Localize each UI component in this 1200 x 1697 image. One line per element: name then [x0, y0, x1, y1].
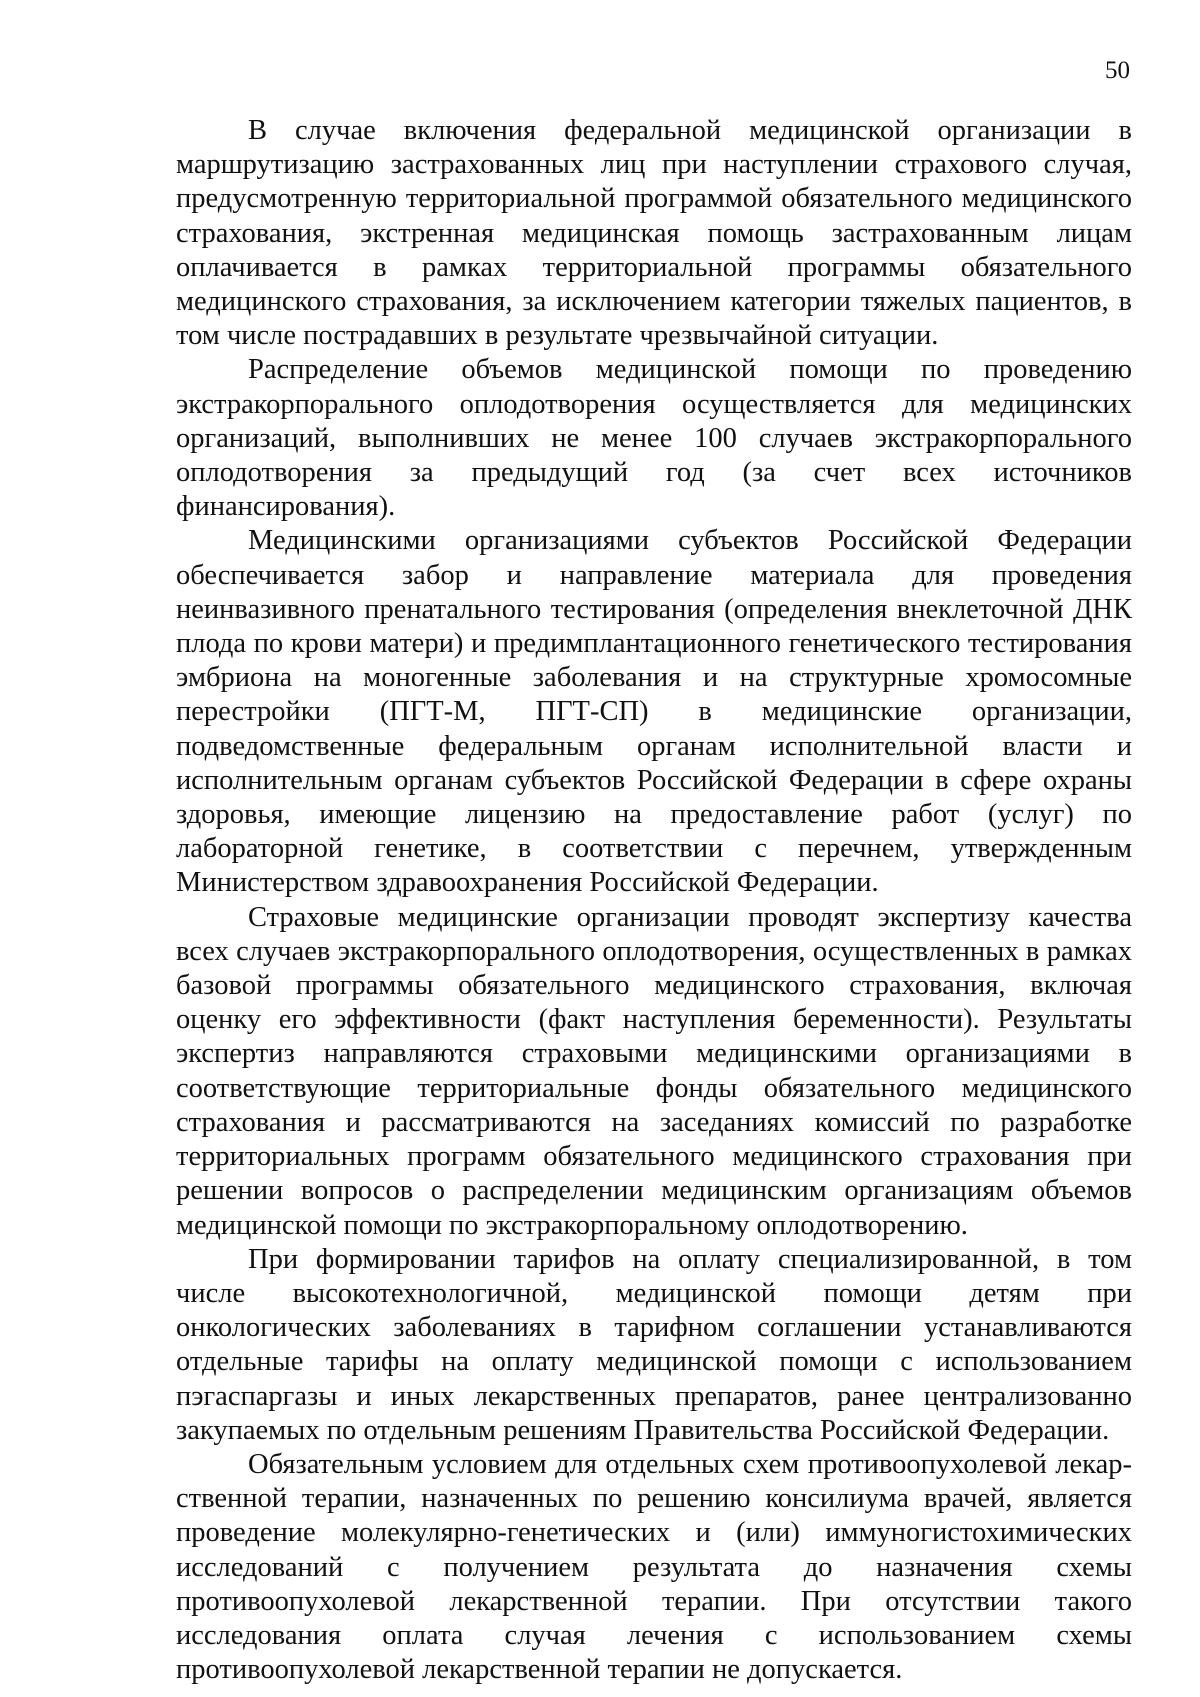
- body-text: [176, 114, 1132, 1687]
- paragraph-antitumor-therapy-condition: Обязательным условием для отдельных схем противоопухолевой лекарственной терапии, назначенных по решению консилиума врачей, является проведение молекулярно-генетических и (или) иммуногистохимических исследований с получением результата до назначения схемы противоопухолевой лекарственной терапии. При отсутствии такого исследования оплата случая лечения с использованием схемы противоопухолевой лекарственной терапии не допускается.: [176, 1448, 1132, 1686]
- page-number: 50: [1105, 57, 1130, 84]
- paragraph-pediatric-oncology-tariffs: При формировании тарифов на оплату специализированной, в том числе высокотехнологичной, медицинской помощи детям при онкологических заболеваниях в тарифном соглашении устанавливаются отдельные тарифы на оплату медицинской помощи с использованием пэгаспаргазы и иных лекарственных препаратов, ранее централизованно закупаемых по отдельным решениям Правительства Российской Федерации.: [176, 1243, 1132, 1446]
- paragraph-ivf-volume-distribution: Распределение объемов медицинской помощи по проведению экстракорпорального оплодотворения осуществляется для медицинских организаций, выполнивших не менее 100 случаев экстракорпорального оплодотворения за предыдущий год (за счет всех источников финансирования).: [176, 354, 1132, 523]
- paragraph-ivf-quality-expertise: Страховые медицинские организации проводят экспертизу качества всех случаев экстракорпорального оплодотворения, осуществленных в рамках базовой программы обязательного медицинского страхования, включая оценку его эффективности (факт наступления беременности). Результаты экспертиз направляются страховыми медицинскими организациями в соответствующие территориальные фонды обязательного медицинского страхования и рассматриваются на заседаниях комиссий по разработке территориальных программ обязательного медицинского страхования при решении вопросов о распределении медицинским организациям объемов медицинской помощи по экстракорпоральному оплодотворению.: [176, 901, 1132, 1241]
- paragraph-emergency-care-routing: В случае включения федеральной медицинской организации в маршрутизацию застрахованных лиц при наступлении страхового случая, предусмотренную территориальной программой обязательного медицинского страхования, экстренная медицинская помощь застрахованным лицам оплачивается в рамках территориальной программы обязательного медицинского страхования, за исключением категории тяжелых пациентов, в том числе пострадавших в результате чрезвычайной ситуации.: [176, 115, 1132, 352]
- paragraph-genetic-testing-material: Медицинскими организациями субъектов Российской Федерации обеспечивается забор и направление материала для проведения неинвазивного пренатального тестирования (определения внеклеточной ДНК плода по крови матери) и предимплантационного генетического тестирования эмбриона на моногенные заболевания и на структурные хромосомные перестройки (ПГТ-М, ПГТ-СП) в медицинские организации, подведомственные федеральным органам исполнительной власти и исполнительным органам субъектов Российской Федерации в сфере охраны здоровья, имеющие лицензию на предоставление работ (услуг) по лабораторной генетике, в соответствии с перечнем, утвержденным Министерством здравоохранения Российской Федерации.: [176, 525, 1132, 899]
